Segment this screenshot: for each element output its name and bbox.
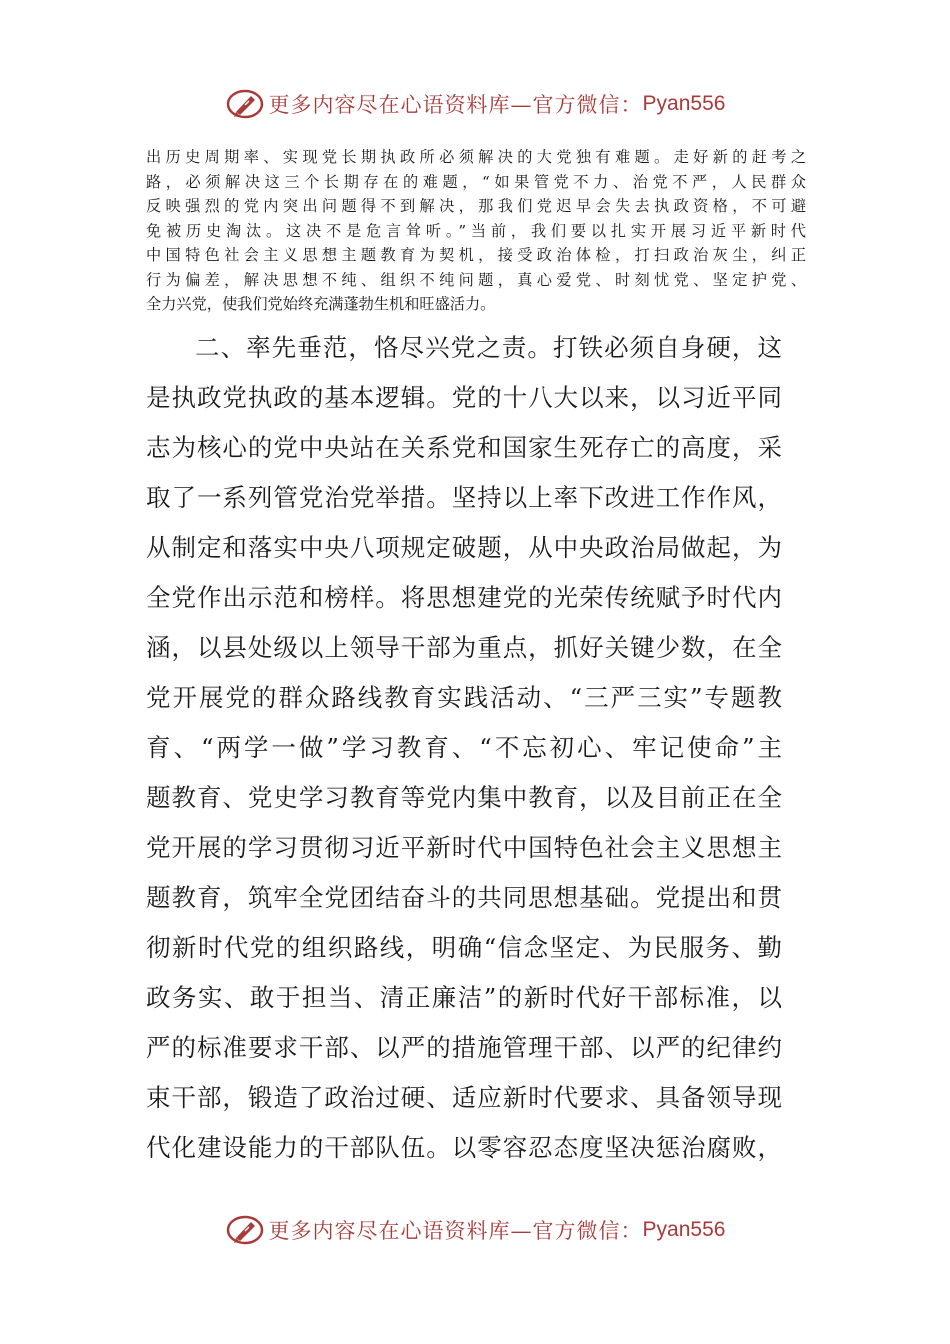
paragraph-line: 代化建设能力的干部队伍。以零容忍态度坚决惩治腐败， (146, 1133, 782, 1162)
paragraph-line: 党开展党的群众路线教育实践活动、“三严三实”专题教 (146, 683, 782, 712)
paragraph-line: 全力兴党，使我们党始终充满蓬勃生机和旺盛活力。 (146, 295, 496, 313)
header-banner-text: 更多内容尽在心语资料库—官方微信： (268, 93, 643, 117)
paragraph-line: 中国特色社会主义思想主题教育为契机，接受政治体检，打扫政治灰尘，纠正 (146, 246, 806, 264)
paragraph-line: 取了一系列管党治党举措。坚持以上率下改进工作作风， (146, 483, 782, 512)
paragraph-line: 出历史周期率、实现党长期执政所必须解决的大党独有难题。走好新的赶考之 (146, 148, 806, 166)
paragraph-line: 育、“两学一做”学习教育、“不忘初心、牢记使命”主 (146, 733, 782, 762)
paragraph-line: 免被历史淘汰。这决不是危言耸听。”当前，我们要以扎实开展习近平新时代 (146, 221, 806, 240)
paragraph-line: 题教育、党史学习教育等党内集中教育，以及目前正在全 (146, 783, 782, 812)
pen-nib-logo-icon (225, 88, 265, 120)
paragraph-line: 行为偏差，解决思想不纯、组织不纯问题，真心爱党、时刻忧党、坚定护党、 (146, 270, 806, 289)
paragraph-line: 志为核心的党中央站在关系党和国家生死存亡的高度，采 (146, 433, 782, 462)
paragraph-line: 是执政党执政的基本逻辑。党的十八大以来，以习近平同 (146, 383, 782, 412)
paragraph-line: 路，必须解决这三个长期存在的难题，“如果管党不力、治党不严，人民群众 (146, 172, 806, 191)
paragraph-line: 从制定和落实中央八项规定破题，从中央政治局做起，为 (146, 533, 782, 562)
paragraph-line: 政务实、敢于担当、清正廉洁”的新时代好干部标准，以 (146, 983, 782, 1012)
paragraph-line: 束干部，锻造了政治过硬、适应新时代要求、具备领导现 (146, 1083, 782, 1112)
paragraph-line: 党开展的学习贯彻习近平新时代中国特色社会主义思想主 (146, 833, 782, 862)
header-banner-wechat-id: Pyan556 (642, 92, 726, 115)
section-heading-line: 二、率先垂范，恪尽兴党之责。打铁必须自身硬，这 (195, 333, 782, 362)
paragraph-line: 全党作出示范和榜样。将思想建党的光荣传统赋予时代内 (146, 583, 782, 612)
continued-paragraph (146, 145, 806, 317)
paragraph-line: 反映强烈的党内突出问题得不到解决，那我们党迟早会失去执政资格，不可避 (146, 197, 806, 215)
paragraph-line: 严的标准要求干部、以严的措施管理干部、以严的纪律约 (146, 1033, 782, 1062)
footer-banner-text: 更多内容尽在心语资料库—官方微信： (268, 1219, 643, 1243)
footer-banner-wechat-id: Pyan556 (642, 1218, 726, 1241)
paragraph-line: 题教育，筑牢全党团结奋斗的共同思想基础。党提出和贯 (146, 883, 782, 912)
pen-nib-logo-icon (225, 1214, 265, 1246)
section-two-paragraph (146, 323, 782, 1173)
paragraph-line: 彻新时代党的组织路线，明确“信念坚定、为民服务、勤 (146, 933, 782, 962)
footer-banner (0, 1210, 950, 1250)
paragraph-line: 涵，以县处级以上领导干部为重点，抓好关键少数，在全 (146, 633, 782, 662)
header-banner (0, 84, 950, 124)
